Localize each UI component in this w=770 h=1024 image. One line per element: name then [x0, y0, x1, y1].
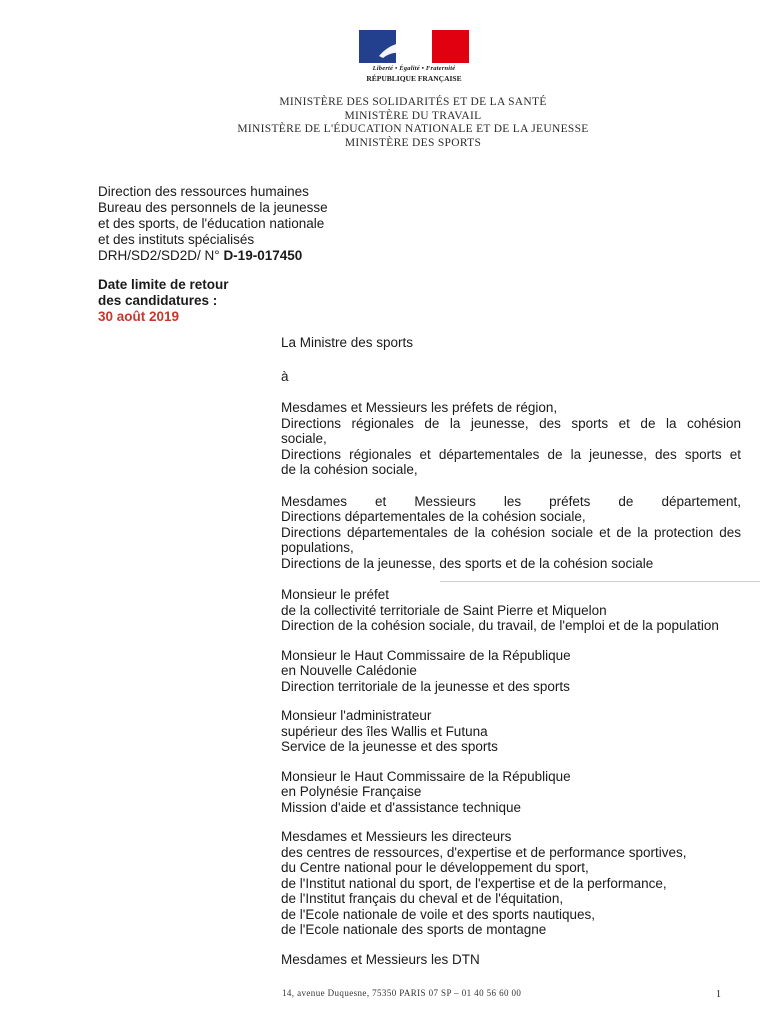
ministries-header — [150, 96, 676, 150]
recipient-group-wallis-futuna — [281, 708, 741, 755]
recipient-line: de l'Ecole nationale des sports de montagne — [281, 922, 547, 937]
from-line: La Ministre des sports — [281, 335, 414, 350]
recipient-title: Monsieur le Haut Commissaire de la République — [281, 647, 571, 663]
footer-address: 14, avenue Duquesne, 75350 PARIS 07 SP – 01 40 56 60 00 — [282, 988, 522, 998]
recipient-line: en Polynésie Française — [281, 784, 422, 799]
recipient-group-departements — [281, 494, 741, 572]
recipient-line: des centres de ressources, d'expertise et de performance sportives, — [281, 844, 687, 860]
recipient-line: du Centre national pour le développement du sport, — [281, 860, 589, 875]
recipient-group-directeurs — [281, 829, 741, 938]
recipient-line: de l'Institut français du cheval et de l'équitation, — [281, 891, 564, 906]
recipient-line: supérieur des îles Wallis et Futuna — [281, 723, 488, 739]
to-word: à — [281, 368, 289, 384]
recipient-group-regions — [281, 400, 741, 478]
recipients-block — [281, 335, 741, 967]
sender-block — [98, 184, 328, 264]
recipient-line: Directions départementales de la cohésion sociale et de la protection des — [281, 524, 741, 540]
ministry-line: MINISTÈRE DES SPORTS — [344, 136, 482, 149]
deadline-block — [98, 277, 229, 325]
recipient-line: de l'Institut national du sport, de l'expertise et de la performance, — [281, 875, 667, 891]
recipient-group-saint-pierre-miquelon — [281, 587, 741, 634]
reference-line — [98, 248, 328, 264]
recipient-title: Mesdames et Messieurs les directeurs — [281, 829, 512, 844]
deadline-label: Date limite de retour — [98, 277, 229, 292]
recipient-line: Directions régionales de la jeunesse, des sports et de la cohésion — [281, 415, 741, 431]
ministry-line: MINISTÈRE DU TRAVAIL — [344, 109, 482, 122]
sender-line: Direction des ressources humaines — [98, 184, 309, 199]
sender-line: et des sports, de l'éducation nationale — [98, 216, 325, 231]
recipient-line: Directions de la jeunesse, des sports et de la cohésion sociale — [281, 555, 654, 571]
recipient-line: Direction territoriale de la jeunesse et des sports — [281, 678, 570, 694]
sender-line: Bureau des personnels de la jeunesse — [98, 200, 328, 215]
recipient-group-polynesie — [281, 769, 741, 816]
page-number: 1 — [716, 989, 721, 1000]
recipient-title: Monsieur le préfet — [281, 587, 390, 602]
marianne-flag-icon — [359, 30, 469, 63]
motto-text: Liberté • Égalité • Fraternité — [372, 65, 456, 72]
recipient-line: en Nouvelle Calédonie — [281, 663, 417, 678]
recipient-title-dtn: Mesdames et Messieurs les DTN — [281, 951, 480, 967]
recipient-line: Directions départementales de la cohésion sociale, — [281, 509, 586, 524]
recipient-title: Monsieur le Haut Commissaire de la République — [281, 768, 571, 784]
ministry-line: MINISTÈRE DES SOLIDARITÉS ET DE LA SANTÉ — [279, 96, 547, 108]
ministry-line: MINISTÈRE DE L'ÉDUCATION NATIONALE ET DE LA JEUNESSE — [237, 123, 589, 135]
recipient-line: de la collectivité territoriale de Saint Pierre et Miquelon — [281, 602, 607, 618]
recipient-line: Directions régionales et départementales de la jeunesse, des sports et — [281, 446, 741, 462]
recipient-line: Service de la jeunesse et des sports — [281, 739, 498, 754]
deadline-date: 30 août 2019 — [98, 309, 180, 324]
recipient-title: Monsieur l'administrateur — [281, 708, 432, 723]
reference-prefix: DRH/SD2/SD2D/ N° — [98, 248, 224, 263]
recipient-title: Mesdames et Messieurs les préfets de région, — [281, 400, 558, 415]
recipient-line: populations, — [281, 540, 354, 555]
recipient-line: de l'Ecole nationale de voile et des sports nautiques, — [281, 906, 596, 922]
recipient-line: Mission d'aide et d'assistance technique — [281, 799, 522, 815]
deadline-label: des candidatures : — [98, 293, 218, 308]
recipient-line: Direction de la cohésion sociale, du travail, de l'emploi et de la population — [281, 618, 719, 633]
recipient-line: de la cohésion sociale, — [281, 462, 418, 477]
republique-francaise-logo — [356, 30, 472, 83]
recipient-group-nouvelle-caledonie — [281, 648, 741, 695]
recipient-title: Mesdames et Messieurs les préfets de département, — [281, 493, 741, 509]
recipient-line: sociale, — [281, 431, 327, 446]
reference-number: D-19-017450 — [223, 248, 303, 263]
sender-line: et des instituts spécialisés — [98, 232, 255, 247]
republic-label: RÉPUBLIQUE FRANÇAISE — [366, 74, 462, 83]
